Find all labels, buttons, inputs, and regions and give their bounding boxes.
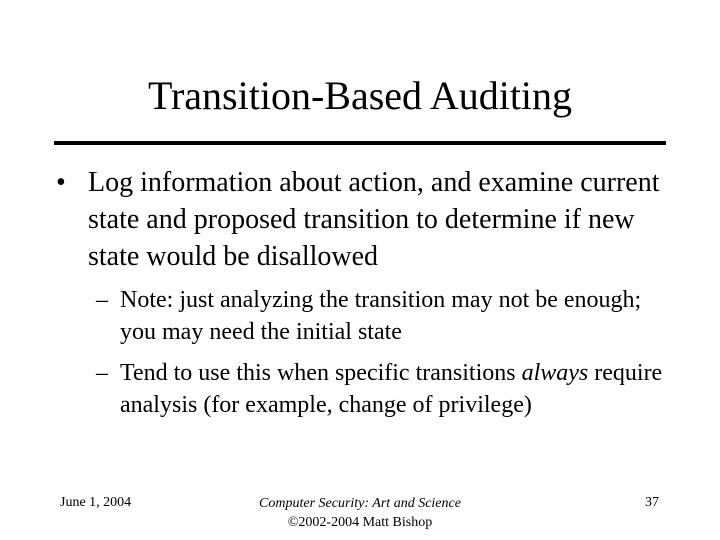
bullet-item (56, 164, 676, 275)
footer-book-title: Computer Security: Art and Science (259, 496, 461, 511)
sub-bullet-text-start: Tend to use this when specific transitions (120, 360, 522, 386)
sub-bullet-marker: – (96, 360, 108, 386)
bullet-text: Log information about action, and examine current state and proposed transition to determine if new state would be disallowed (88, 167, 660, 272)
footer-copyright: ©2002-2004 Matt Bishop (287, 515, 433, 530)
title-divider (54, 141, 666, 145)
sub-bullet-item (96, 357, 676, 421)
footer-page-number: 37 (645, 495, 659, 510)
footer-credit (210, 494, 510, 532)
sub-bullet-item (96, 284, 676, 348)
sub-bullet-text-end: require analysis (for example, change of privilege) (120, 360, 663, 418)
footer-date: June 1, 2004 (60, 495, 132, 510)
emphasized-word: always (521, 360, 589, 386)
sub-bullet-marker: – (96, 287, 108, 313)
sub-bullet-text: Note: just analyzing the transition may not be enough; you may need the initial state (120, 287, 642, 345)
bullet-marker: • (56, 167, 66, 198)
sub-bullet-text (120, 357, 676, 421)
slide-title: Transition-Based Auditing (147, 73, 573, 118)
